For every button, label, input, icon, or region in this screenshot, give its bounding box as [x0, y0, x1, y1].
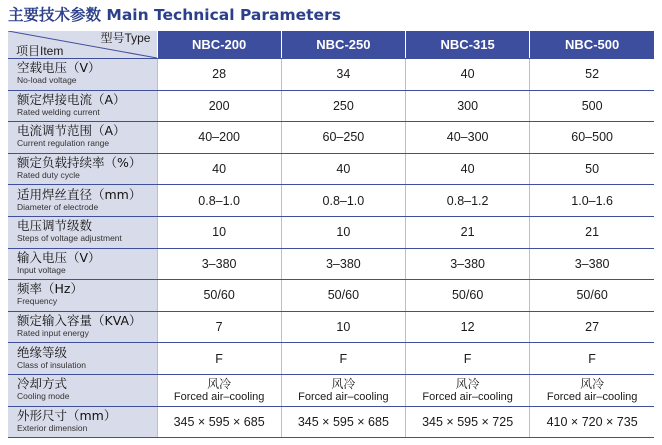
- cooling-value-en: Forced air–cooling: [422, 390, 513, 403]
- table-cell: 345 × 595 × 685: [157, 406, 281, 438]
- row-label: [8, 185, 157, 217]
- model-header-nbc-200: NBC-200: [157, 31, 281, 59]
- table-row: [8, 406, 654, 438]
- row-label-en: Rated duty cycle: [17, 170, 80, 181]
- table-cell: 40–300: [406, 122, 530, 154]
- table-row: [8, 280, 654, 312]
- row-label-cn: 外形尺寸（mm）: [17, 407, 117, 423]
- table-cell: 250: [281, 90, 405, 122]
- table-cell: 50/60: [530, 280, 654, 312]
- row-label-en: Frequency: [17, 296, 58, 307]
- parameters-table: [8, 31, 654, 438]
- row-label-en: Rated input energy: [17, 328, 89, 339]
- table-cell: 12: [406, 311, 530, 343]
- table-cell: 3–380: [406, 248, 530, 280]
- row-label-cn: 绝缘等级: [17, 344, 68, 360]
- model-header-nbc-500: NBC-500: [530, 31, 654, 59]
- row-label-cn: 电流调节范围（A）: [17, 123, 126, 139]
- table-cell: 3–380: [281, 248, 405, 280]
- row-label: [8, 122, 157, 154]
- table-cell: 40: [406, 59, 530, 91]
- row-label-en: Current regulation range: [17, 138, 110, 149]
- item-label: 项目Item: [16, 44, 64, 58]
- table-cell: 300: [406, 90, 530, 122]
- table-cell: F: [157, 343, 281, 375]
- row-label-en: Input voltage: [17, 264, 66, 275]
- table-cell: [157, 374, 281, 406]
- table-cell: F: [406, 343, 530, 375]
- model-type-label: 型号Type: [100, 31, 151, 45]
- table-cell: 40: [157, 153, 281, 185]
- cooling-value-en: Forced air–cooling: [298, 390, 389, 403]
- cooling-value-cn: 风冷: [207, 376, 232, 391]
- cooling-value-cn: 风冷: [580, 376, 605, 391]
- header-corner-cell: [8, 31, 157, 59]
- row-label-cn: 输入电压（V）: [17, 249, 101, 265]
- table-cell: [406, 374, 530, 406]
- table-cell: 345 × 595 × 685: [281, 406, 405, 438]
- table-cell: 40: [406, 153, 530, 185]
- row-label: [8, 153, 157, 185]
- table-cell: 27: [530, 311, 654, 343]
- page-title: 主要技术参数 Main Technical Parameters: [8, 6, 341, 24]
- row-label: [8, 343, 157, 375]
- table-cell: 500: [530, 90, 654, 122]
- table-cell: 0.8–1.0: [157, 185, 281, 217]
- row-label-cn: 频率（Hz）: [17, 281, 83, 297]
- row-label: [8, 90, 157, 122]
- row-label-en: Steps of voltage adjustment: [17, 233, 122, 244]
- row-label: [8, 374, 157, 406]
- row-label-en: Cooling mode: [17, 391, 70, 402]
- model-header-nbc-315: NBC-315: [406, 31, 530, 59]
- row-label-cn: 额定输入容量（KVA）: [17, 313, 142, 329]
- table-cell: 60–500: [530, 122, 654, 154]
- cooling-value-cn: 风冷: [455, 376, 480, 391]
- row-label-en: Class of insulation: [17, 359, 86, 370]
- table-row: [8, 185, 654, 217]
- table-cell: 40–200: [157, 122, 281, 154]
- row-label-en: Diameter of electrode: [17, 201, 99, 212]
- table-cell: 410 × 720 × 735: [530, 406, 654, 438]
- table-cell: 40: [281, 153, 405, 185]
- row-label-cn: 电压调节级数: [17, 218, 93, 234]
- table-cell: [530, 374, 654, 406]
- table-cell: 3–380: [157, 248, 281, 280]
- table-cell: 34: [281, 59, 405, 91]
- row-label: [8, 280, 157, 312]
- table-body: [8, 59, 654, 438]
- table-cell: 1.0–1.6: [530, 185, 654, 217]
- table-cell: F: [281, 343, 405, 375]
- table-cell: 10: [281, 216, 405, 248]
- table-row: [8, 153, 654, 185]
- cooling-value-en: Forced air–cooling: [546, 390, 638, 403]
- cooling-value-en: Forced air–cooling: [173, 390, 265, 403]
- row-label: [8, 216, 157, 248]
- table-cell: 0.8–1.2: [406, 185, 530, 217]
- row-label: [8, 406, 157, 438]
- row-label-cn: 空载电压（V）: [17, 60, 101, 76]
- table-cell: [281, 374, 405, 406]
- table-cell: 345 × 595 × 725: [406, 406, 530, 438]
- table-row: [8, 311, 654, 343]
- table-cell: 21: [406, 216, 530, 248]
- row-label-cn: 额定焊接电流（A）: [17, 91, 126, 107]
- table-cell: 60–250: [281, 122, 405, 154]
- table-cell: 50/60: [157, 280, 281, 312]
- row-label-en: No-load voltage: [17, 75, 77, 86]
- table-row: [8, 343, 654, 375]
- table-cell: 200: [157, 90, 281, 122]
- table-cell: 3–380: [530, 248, 654, 280]
- table-row: [8, 248, 654, 280]
- table-row: [8, 90, 654, 122]
- table-cell: 52: [530, 59, 654, 91]
- table-cell: F: [530, 343, 654, 375]
- row-label-cn: 冷却方式: [17, 376, 68, 392]
- table-row: [8, 122, 654, 154]
- row-label-cn: 额定负载持续率（%）: [17, 155, 142, 171]
- row-label-en: Rated welding current: [17, 106, 100, 117]
- table-cell: 50: [530, 153, 654, 185]
- table-cell: 21: [530, 216, 654, 248]
- table-row: [8, 59, 654, 91]
- row-label-en: Exterior dimension: [17, 422, 88, 433]
- table-cell: 10: [157, 216, 281, 248]
- cooling-value-cn: 风冷: [331, 376, 356, 391]
- table-cell: 50/60: [406, 280, 530, 312]
- table-cell: 0.8–1.0: [281, 185, 405, 217]
- table-cell: 10: [281, 311, 405, 343]
- table-cell: 50/60: [281, 280, 405, 312]
- table-cell: 7: [157, 311, 281, 343]
- row-label: [8, 248, 157, 280]
- model-header-nbc-250: NBC-250: [281, 31, 405, 59]
- table-row: [8, 216, 654, 248]
- row-label: [8, 311, 157, 343]
- table-cell: 28: [157, 59, 281, 91]
- table-header-row: [8, 31, 654, 59]
- row-label-cn: 适用焊丝直径（mm）: [17, 186, 142, 202]
- row-label: [8, 59, 157, 91]
- table-row: [8, 374, 654, 406]
